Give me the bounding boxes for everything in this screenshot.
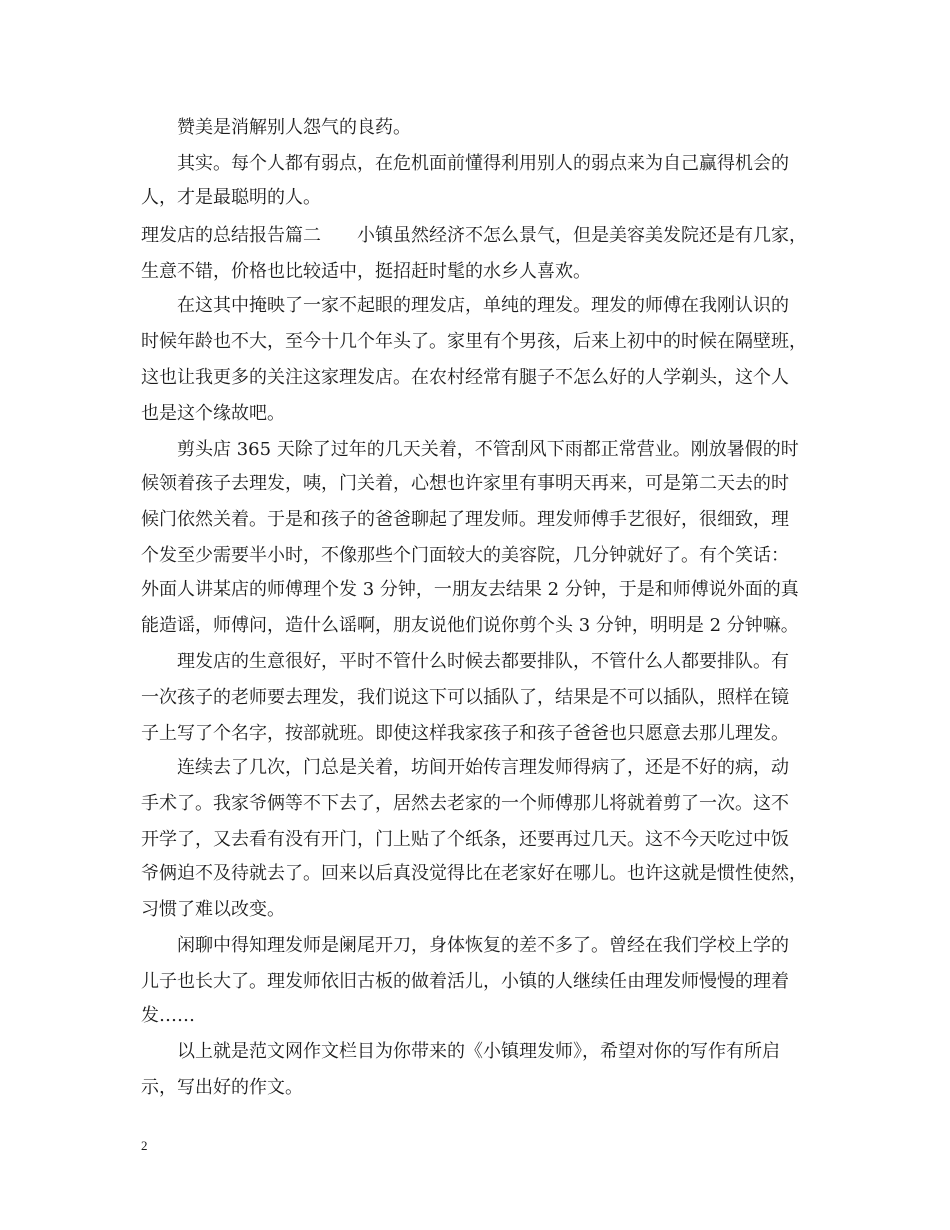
text-line: 以上就是范文网作文栏目为你带来的《小镇理发师》，希望对你的写作有所启 xyxy=(141,1041,780,1062)
text-line: 也是这个缘故吧。 xyxy=(141,403,285,424)
text-line: 在这其中掩映了一家不起眼的理发店，单纯的理发。理发的师傅在我刚认识的 xyxy=(141,295,789,316)
text-line: 其实。每个人都有弱点，在危机面前懂得利用别人的弱点来为自己赢得机会的 xyxy=(141,153,789,174)
text-line: 剪头店 365 天除了过年的几天关着，不管刮风下雨都正常营业。刚放暑假的时 xyxy=(141,439,799,460)
text-line: 闲聊中得知理发师是阑尾开刀，身体恢复的差不多了。曾经在我们学校上学的 xyxy=(141,935,789,956)
text-line: 人，才是最聪明的人。 xyxy=(141,187,321,208)
text-line: 理发店的总结报告篇二 小镇虽然经济不怎么景气，但是美容美发院还是有几家， xyxy=(141,225,807,246)
text-line: 外面人讲某店的师傅理个发 3 分钟，一朋友去结果 2 分钟，于是和师傅说外面的真 xyxy=(141,579,799,600)
text-line: 理发店的生意很好，平时不管什么时候去都要排队，不管什么人都要排队。有 xyxy=(141,651,789,672)
text-line: 手术了。我家爷俩等不下去了，居然去老家的一个师傅那儿将就着剪了一次。这不 xyxy=(141,793,789,814)
text-line: 生意不错，价格也比较适中，挺招赶时髦的水乡人喜欢。 xyxy=(141,261,591,282)
text-line: 能造谣，师傅问，造什么谣啊，朋友说他们说你剪个头 3 分钟，明明是 2 分钟嘛。 xyxy=(141,615,799,636)
text-line: 候门依然关着。于是和孩子的爸爸聊起了理发师。理发师傅手艺很好，很细致，理 xyxy=(141,509,789,530)
text-line: 这也让我更多的关注这家理发店。在农村经常有腿子不怎么好的人学剃头，这个人 xyxy=(141,367,789,388)
text-line: 连续去了几次，门总是关着，坊间开始传言理发师得病了，还是不好的病，动 xyxy=(141,757,789,778)
text-line: 示，写出好的作文。 xyxy=(141,1077,303,1098)
text-line: 子上写了个名字，按部就班。即使这样我家孩子和孩子爸爸也只愿意去那儿理发。 xyxy=(141,723,789,744)
text-line: 习惯了难以改变。 xyxy=(141,899,285,920)
text-line: 一次孩子的老师要去理发，我们说这下可以插队了，结果是不可以插队，照样在镜 xyxy=(141,687,789,708)
text-line: 儿子也长大了。理发师依旧古板的做着活儿，小镇的人继续任由理发师慢慢的理着 xyxy=(141,971,789,992)
text-line: 个发至少需要半小时，不像那些个门面较大的美容院，几分钟就好了。有个笑话： xyxy=(141,545,789,566)
text-line: 爷俩迫不及待就去了。回来以后真没觉得比在老家好在哪儿。也许这就是惯性使然， xyxy=(141,863,807,884)
text-line: 开学了，又去看有没有开门，门上贴了个纸条，还要再过几天。这不今天吃过中饭 xyxy=(141,829,789,850)
text-line: 候领着孩子去理发，咦，门关着，心想也许家里有事明天再来，可是第二天去的时 xyxy=(141,473,789,494)
text-line: 时候年龄也不大，至今十几个年头了。家里有个男孩，后来上初中的时候在隔壁班， xyxy=(141,331,807,352)
text-line: 发…… xyxy=(141,1005,195,1026)
text-line: 赞美是消解别人怨气的良药。 xyxy=(141,117,411,138)
page-number: 2 xyxy=(141,1138,148,1153)
